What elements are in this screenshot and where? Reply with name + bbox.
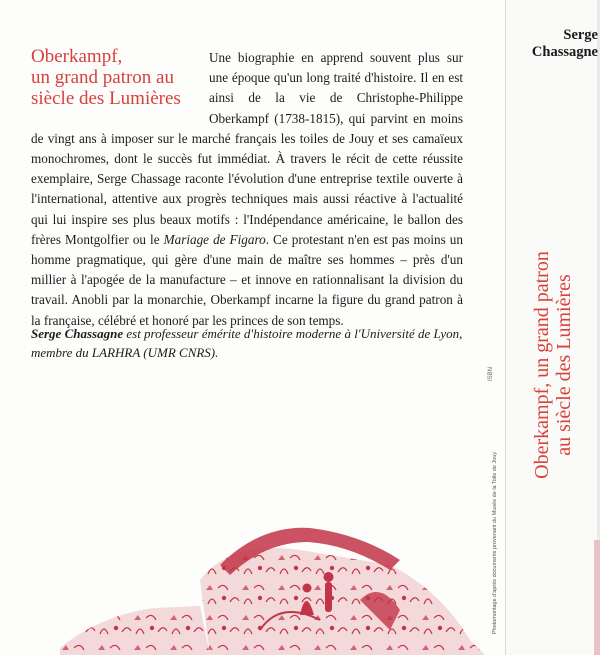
adjacent-page-sliver xyxy=(594,540,600,655)
author-bio-text: est professeur émérite d'histoire moderne à l'Université de Lyon, membre du LARHRA (UMR CNRS). xyxy=(31,326,463,360)
author-bio-name: Serge Chassagne xyxy=(31,326,124,341)
spine-author xyxy=(512,27,598,61)
toile-de-jouy-fabric-image xyxy=(60,520,485,655)
spine-title xyxy=(528,220,578,510)
author-bio xyxy=(31,324,471,362)
edge-mark xyxy=(484,363,498,385)
title-line-3: siècle des Lumières xyxy=(31,88,181,109)
spine-author-first: Serge xyxy=(563,27,598,43)
description-part-1: Une biographie en apprend souvent plus sur une époque qu'un long traité d'histoire. Il en est ainsi de la vie de Christophe-Philippe Oberkampf (1738-1815), qui parvint en moins de vingt ans à imposer sur le marché français les toiles de Jouy et ses camaïeux monochromes, dont le succès fut immédiat. À travers le récit de cette réussite exemplaire, Serge Chassage raconte l'évolution d'une entreprise textile ouverte à l'international, attentive aux progrès techniques mais aussi réactive à l'actualité qui lui inspire ses plus beaux motifs : l'Indépendance américaine, le ballon des frères Montgolfier ou le xyxy=(31,50,463,247)
description-part-2: . Ce protestant n'en est pas moins un homme pragmatique, qui gère d'une main de maître ses hommes – près d'un millier à l'apogée de la manufacture – et innove en rationnalisant la division du travail. Anobli par la monarchie, Oberkampf incarne la figure du grand patron à la française, célébré et honoré par les princes de son temps. xyxy=(31,231,463,328)
spine-title-line-2: au siècle des Lumières xyxy=(553,274,575,456)
title-line-2: un grand patron au xyxy=(31,67,174,88)
edge-mark-text: ISBN xyxy=(488,366,494,382)
spine-author-last: Chassagne xyxy=(531,44,598,60)
photo-credit-text: Photomontage d'après documents provenant du Musée de la Toile de Jouy xyxy=(492,451,498,634)
title-line-1: Oberkampf, xyxy=(31,46,123,67)
fabric-left-fold xyxy=(60,606,210,655)
spine-title-line-1: Oberkampf, un grand patron xyxy=(531,251,553,479)
description-paragraph xyxy=(31,48,463,331)
description-italic-title: Mariage de Figaro xyxy=(163,231,266,247)
photo-credit xyxy=(488,430,502,655)
